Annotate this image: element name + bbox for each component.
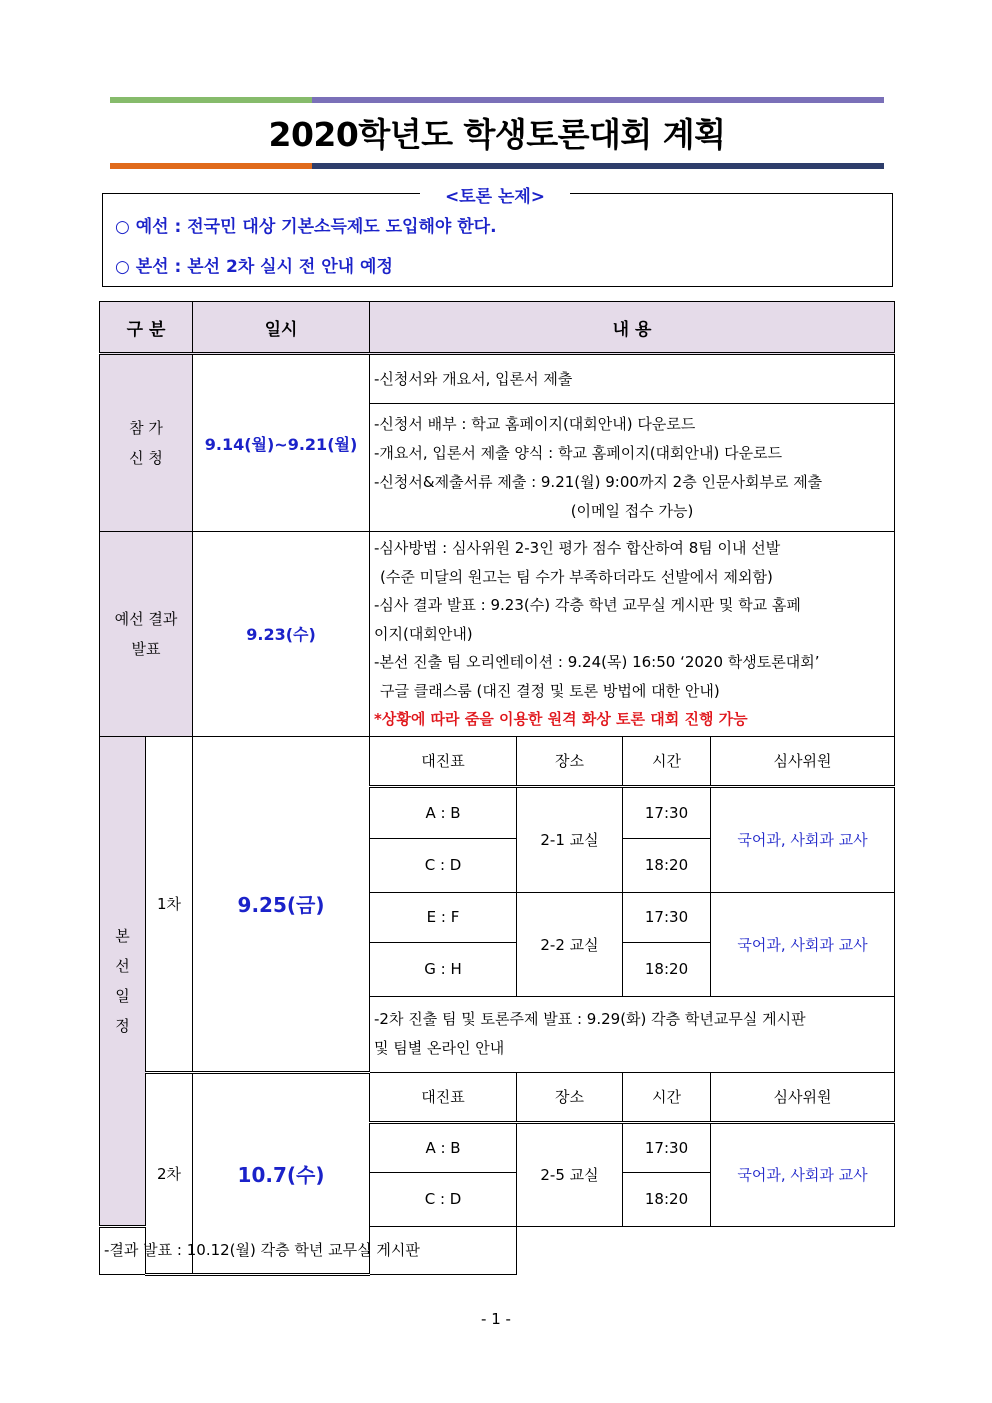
round1-col-room: 장소 <box>517 736 623 786</box>
prelim-line-zoom-note: *상황에 따라 줌을 이용한 원격 화상 토론 대회 진행 가능 <box>374 710 748 728</box>
round1-matchup-ef: E : F <box>370 892 517 942</box>
prelim-result-content <box>370 532 895 737</box>
title-underline-orange <box>110 163 312 169</box>
apply-label <box>100 354 193 532</box>
title-underline-navy <box>312 163 884 169</box>
round1-matchup-gh: G : H <box>370 942 517 996</box>
round2-time-2: 18:20 <box>623 1172 711 1226</box>
prelim-result-row <box>100 532 895 737</box>
prelim-line-classroom: 구글 클래스룸 (대진 결정 및 토론 방법에 대한 안내) <box>380 681 720 700</box>
prelim-line-orientation: -본선 진출 팀 오리엔테이션 : 9.24(목) 16:50 ‘2020 학생토론대회’ <box>374 653 820 671</box>
round2-date: 10.7(수) <box>193 1072 370 1274</box>
prelim-line-method: -심사방법 : 심사위원 2-3인 평가 점수 합산하여 8팀 이내 선발 <box>374 539 781 557</box>
round1-col-judges: 심사위원 <box>711 736 895 786</box>
round1-matchup-cd: C : D <box>370 838 517 892</box>
page-title: 2020학년도 학생토론대회 계획 <box>268 115 726 154</box>
prelim-result-date: 9.23(수) <box>193 532 370 737</box>
round1-time-4: 18:20 <box>623 942 711 996</box>
apply-content-1: -신청서와 개요서, 입론서 제출 <box>370 354 895 404</box>
round1-time-3: 17:30 <box>623 892 711 942</box>
round2-col-judges: 심사위원 <box>711 1072 895 1122</box>
final-label-char1: 본 <box>115 926 130 945</box>
round2-note-row <box>100 1226 895 1274</box>
final-label-char3: 일 <box>115 986 130 1005</box>
round2-judges: 국어과, 사회과 교사 <box>711 1122 895 1226</box>
schedule-table <box>99 301 895 1276</box>
round2-col-time: 시간 <box>623 1072 711 1122</box>
round2-matchup-cd: C : D <box>370 1172 517 1226</box>
apply-line-email: (이메일 접수 가능) <box>570 501 694 520</box>
round1-judges-2: 국어과, 사회과 교사 <box>711 892 895 996</box>
round2-label: 2차 <box>146 1072 193 1274</box>
round1-note <box>370 996 895 1072</box>
prelim-result-label <box>100 532 193 737</box>
round2-matchup-ab: A : B <box>370 1122 517 1172</box>
round2-col-room: 장소 <box>517 1072 623 1122</box>
apply-date: 9.14(월)~9.21(월) <box>193 354 370 532</box>
prelim-label-line1: 예선 결과 <box>114 609 178 628</box>
page-number: - 1 - <box>481 1310 511 1328</box>
apply-line-forms: -개요서, 입론서 제출 양식 : 학교 홈페이지(대회안내) 다운로드 <box>374 443 783 462</box>
prelim-line-announce-cont: 이지(대회안내) <box>374 624 473 643</box>
final-label-char2: 선 <box>115 956 130 975</box>
apply-label-line1: 참 가 <box>129 419 163 437</box>
apply-row-1 <box>100 354 895 404</box>
round1-date: 9.25(금) <box>193 736 370 1072</box>
round1-time-1: 17:30 <box>623 786 711 838</box>
topic-prelim: ○ 예선 : 전국민 대상 기본소득제도 도입해야 한다. <box>115 217 497 237</box>
round1-note-line1: -2차 진출 팀 및 토론주제 발표 : 9.29(화) 각층 학년교무실 게시판 <box>374 1010 806 1028</box>
round1-note-line2: 및 팀별 온라인 안내 <box>374 1039 505 1057</box>
round1-judges-1: 국어과, 사회과 교사 <box>711 786 895 892</box>
final-label <box>100 736 146 1226</box>
prelim-line-exclude: (수준 미달의 원고는 팀 수가 부족하더라도 선발에서 제외함) <box>380 567 773 586</box>
round2-col-matchup: 대진표 <box>370 1072 517 1122</box>
round1-subheader-row <box>100 736 895 786</box>
title-bar-green <box>110 97 312 103</box>
final-label-char4: 정 <box>115 1016 130 1035</box>
round1-time-2: 18:20 <box>623 838 711 892</box>
table-header-row <box>100 302 895 354</box>
apply-content-2 <box>370 404 895 532</box>
apply-line-submit: -신청서&제출서류 제출 : 9.21(월) 9:00까지 2층 인문사회부로 제출 <box>374 472 823 491</box>
round1-room-2: 2-2 교실 <box>517 892 623 996</box>
round1-col-time: 시간 <box>623 736 711 786</box>
round2-note: -결과 발표 : 10.12(월) 각층 학년 교무실 게시판 <box>100 1226 517 1274</box>
apply-label-line2: 신 청 <box>129 449 163 467</box>
round2-time-1: 17:30 <box>623 1122 711 1172</box>
topic-final: ○ 본선 : 본선 2차 실시 전 안내 예정 <box>115 257 393 277</box>
round2-room: 2-5 교실 <box>517 1122 623 1226</box>
header-category: 구 분 <box>100 302 193 354</box>
header-content: 내 용 <box>370 302 895 354</box>
round1-label: 1차 <box>146 736 193 1072</box>
round1-col-matchup: 대진표 <box>370 736 517 786</box>
apply-line-download: -신청서 배부 : 학교 홈페이지(대회안내) 다운로드 <box>374 414 696 433</box>
round2-subheader-row <box>100 1072 895 1122</box>
topic-heading: <토론 논제> <box>420 185 570 209</box>
prelim-label-line2: 발표 <box>131 639 161 658</box>
round1-matchup-ab: A : B <box>370 786 517 838</box>
round1-room-1: 2-1 교실 <box>517 786 623 892</box>
title-bar-purple <box>312 97 884 103</box>
header-date: 일시 <box>193 302 370 354</box>
prelim-line-announce: -심사 결과 발표 : 9.23(수) 각층 학년 교무실 게시판 및 학교 홈페 <box>374 596 801 614</box>
